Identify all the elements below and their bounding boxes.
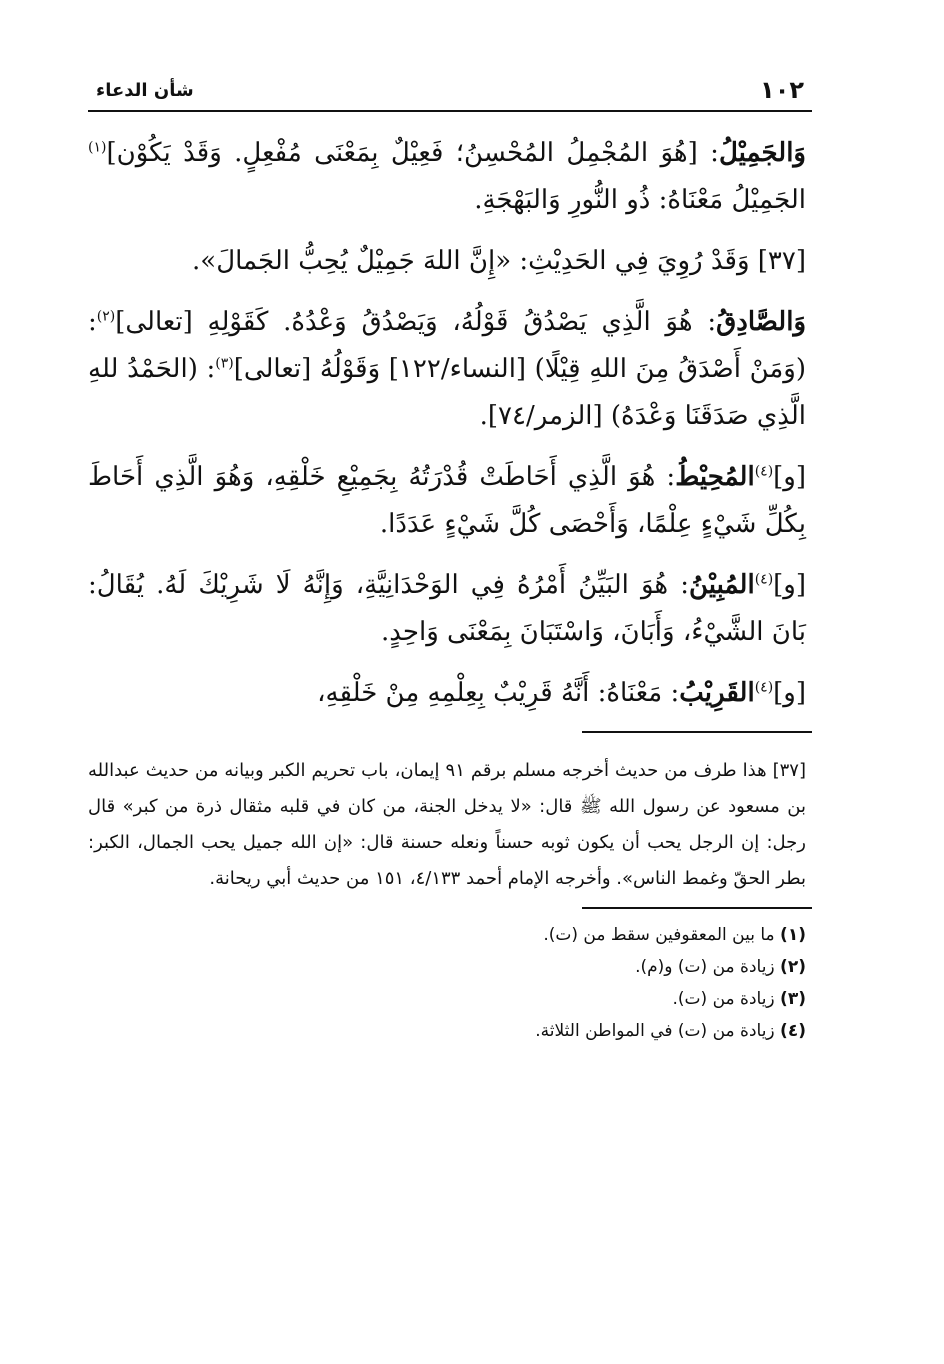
footnote-number: (١) <box>780 925 806 945</box>
paragraph-text: : هُوَ الَّذِي يَصْدُقُ قَوْلُهُ، وَيَصْدُقُ وَعْدُهُ. كَقَوْلِهِ [تعالى] <box>115 307 717 337</box>
footnote-text: زيادة من (ت) و(م). <box>635 957 781 977</box>
footnote-item <box>88 919 806 951</box>
term-muhit: المُحِيْطُ <box>675 462 755 492</box>
paragraph-qarib <box>88 670 806 717</box>
paragraph-text: : هُوَ الَّذِي أَحَاطَتْ قُدْرَتُهُ بِجَمِيْعِ خَلْقِهِ، وَهُوَ الَّذِي أَحَاطَ بِكُلِّ شَيْءٍ عِلْمًا، وَأَحْصَى كُلَّ شَيْءٍ عَدَدًا. <box>88 462 806 539</box>
hadith-note-text: [٣٧] هذا طرف من حديث أخرجه مسلم برقم ٩١ إيمان، باب تحريم الكبر وبيانه من حديث عبدالله بن مسعود عن رسول الله ﷺ قال: «لا يدخل الجنة، من كان في قلبه مثقال ذرة من كبر» قال رجل: إن الرجل يحب أن يكون ثوبه حسناً ونعله حسنة قال: «إن الله جميل يحب الجمال، الكبر: بطر الحقّ وغمط الناس». وأخرجه الإمام أحمد ٤/١٣٣، ١٥١ من حديث أبي ريحانة. <box>88 760 806 889</box>
paragraph-hadith-37 <box>88 238 806 285</box>
term-jamil: وَالجَمِيْلُ <box>718 138 806 168</box>
footnote-item <box>88 1015 806 1047</box>
footnotes-list <box>88 919 812 1047</box>
term-qarib: القَرِيْبُ <box>679 678 755 708</box>
book-page <box>88 70 812 1270</box>
paragraph-text: : مَعْنَاهُ: أَنَّهُ قَرِيْبٌ بِعِلْمِهِ مِنْ خَلْقِهِ، <box>317 678 680 708</box>
footnote-number: (٢) <box>780 957 806 977</box>
paragraph-text: : (الحَمْدُ للهِ الَّذِي صَدَقَنَا وَعْدَهُ) [الزمر/٧٤]. <box>88 354 806 431</box>
term-sadiq: وَالصَّادِقُ <box>716 307 806 337</box>
page-number: ١٠٢ <box>760 76 804 104</box>
running-title: شأن الدعاء <box>96 80 194 101</box>
paragraph-muhit <box>88 454 806 548</box>
paragraph-prefix: [و] <box>773 678 806 708</box>
paragraph-sadiq <box>88 299 806 440</box>
footnote-ref: (١) <box>88 139 107 156</box>
main-text <box>88 130 812 717</box>
footnote-ref: (٢) <box>96 308 116 325</box>
page-header <box>88 70 812 112</box>
footnote-number: (٤) <box>780 1021 806 1041</box>
paragraph-prefix: [و] <box>773 462 806 492</box>
footnote-text: ما بين المعقوفين سقط من (ت). <box>543 925 781 945</box>
footnote-ref: (٣) <box>215 355 234 372</box>
paragraph-text: : (وَمَنْ أَصْدَقُ مِنَ اللهِ قِيْلًا) [النساء/١٢٢] وَقَوْلُهُ [تعالى] <box>88 307 807 384</box>
footnote-ref: (٤) <box>754 463 774 480</box>
footnote-ref: (٤) <box>754 679 774 696</box>
footnote-text: زيادة من (ت) في المواطن الثلاثة. <box>535 1021 781 1041</box>
paragraph-text: : [هُوَ المُجْمِلُ المُحْسِنُ؛ فَعِيْلٌ بِمَعْنَى مُفْعِلٍ. وَقَدْ يَكُوْن] <box>106 138 719 168</box>
footnote-ref: (٤) <box>754 571 774 588</box>
footnote-divider <box>582 731 812 733</box>
paragraph-mubin <box>88 562 806 656</box>
paragraph-text: : هُوَ البَيِّنُ أَمْرُهُ فِي الوَحْدَانِيَّةِ، وَإِنَّهُ لَا شَرِيْكَ لَهُ. يُقَالُ: بَانَ الشَّيْءُ، وَأَبَانَ، وَاسْتَبَانَ بِمَعْنَى وَاحِدٍ. <box>88 570 806 647</box>
footnote-divider-secondary <box>582 907 812 909</box>
paragraph-text: [٣٧] وَقَدْ رُوِيَ فِي الحَدِيْثِ: «إِنَّ اللهَ جَمِيْلٌ يُحِبُّ الجَمالَ». <box>192 246 806 276</box>
footnote-item <box>88 951 806 983</box>
term-mubin: المُبِيْنُ <box>689 570 755 600</box>
footnote-text: زيادة من (ت). <box>672 989 781 1009</box>
footnote-number: (٣) <box>780 989 806 1009</box>
paragraph-prefix: [و] <box>773 570 806 600</box>
footnote-item <box>88 983 806 1015</box>
hadith-takhrij-note <box>88 753 812 897</box>
paragraph-text: الجَمِيْلُ مَعْنَاهُ: ذُو النُّورِ وَالبَهْجَةِ. <box>474 185 806 215</box>
paragraph-jamil <box>88 130 806 224</box>
